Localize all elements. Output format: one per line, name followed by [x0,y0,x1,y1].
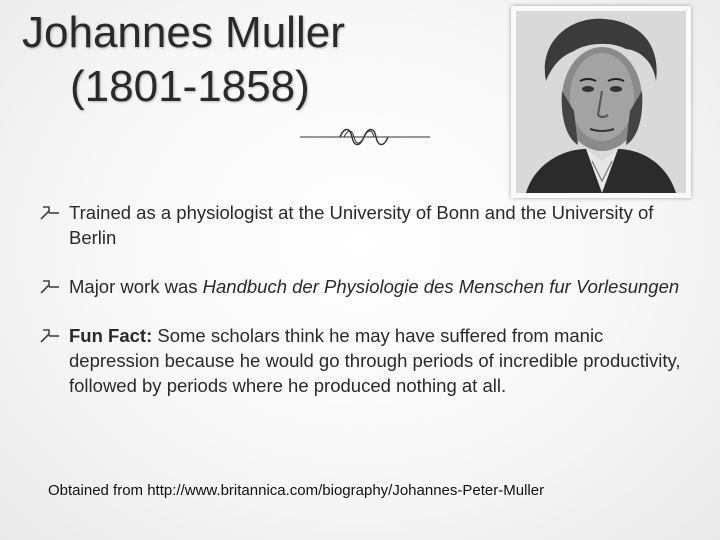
bullet-item [40,274,690,299]
portrait-photo [511,6,691,198]
bullet-text: Some scholars think he may have suffered from manic depression because he would go through periods of incredible productivity, followed by periods where he produced nothing at all. [69,325,681,396]
source-citation: Obtained from http://www.britannica.com/biography/Johannes-Peter-Muller [48,482,545,499]
title-flourish-ornament [300,126,430,148]
bullet-item [40,200,690,250]
title-years: (1801-1858) [70,62,310,111]
fun-fact-label: Fun Fact: [69,325,153,346]
bullet-prefix: Major work was [69,276,203,297]
arrow-bullet-icon [40,206,60,220]
book-title: Handbuch der Physiologie des Menschen fur Vorlesungen [202,276,680,297]
title-name: Johannes Muller [22,8,345,57]
bullet-list [40,200,690,398]
bullet-item [40,323,690,398]
slide-title [22,6,345,114]
arrow-bullet-icon [40,280,60,294]
arrow-bullet-icon [40,329,60,343]
bullet-text: Trained as a physiologist at the University of Bonn and the University of Berlin [69,202,654,248]
